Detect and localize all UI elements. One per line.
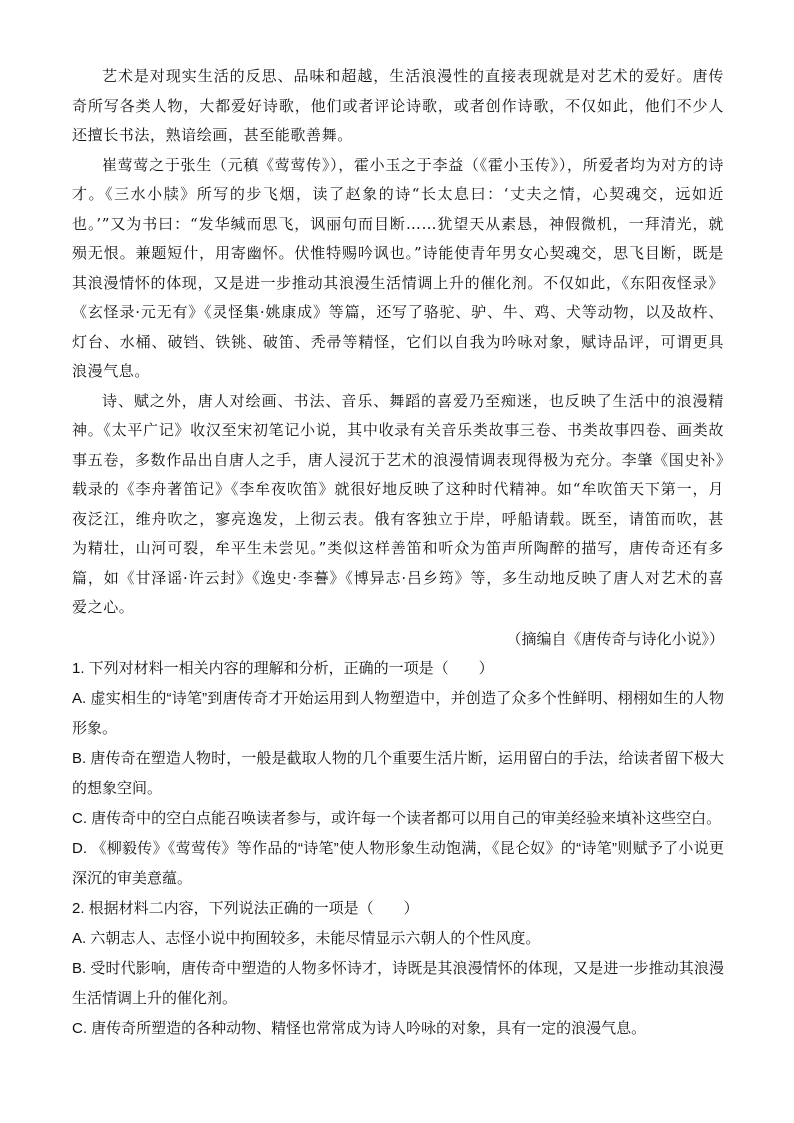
material-section bbox=[72, 62, 724, 654]
question-1 bbox=[72, 654, 724, 894]
material-paragraph: 诗、赋之外，唐人对绘画、书法、音乐、舞蹈的喜爱乃至痴迷，也反映了生活中的浪漫精神。《太平广记》收汉至宋初笔记小说，其中收录有关音乐类故事三卷、书类故事四卷、画类故事五卷，多数作品出自唐人之手，唐人浸沉于艺术的浪漫情调表现得极为充分。李肇《国史补》载录的《李舟著笛记》《李牟夜吹笛》就很好地反映了这种时代精神。如“牟吹笛天下第一，月夜泛江，维舟吹之，寥亮逸发，上彻云表。俄有客独立于岸，呼船请载。既至，请笛而吹，甚为精壮，山河可裂，牟平生未尝见。”类似这样善笛和听众为笛声所陶醉的描写，唐传奇还有多篇，如《甘泽谣·许云封》《逸史·李謩》《博异志·吕乡筠》等，多生动地反映了唐人对艺术的喜爱之心。 bbox=[72, 391, 724, 616]
question-2 bbox=[72, 894, 724, 1044]
option-a: A. 六朝志人、志怪小说中拘囿较多，未能尽情显示六朝人的个性风度。 bbox=[72, 930, 541, 947]
option-d: D. 《柳毅传》《莺莺传》等作品的“诗笔”使人物形象生动饱满，《昆仑奴》的“诗笔”则赋予了小说更深沉的审美意蕴。 bbox=[72, 840, 724, 887]
source-citation: （摘编自《唐传奇与诗化小说》） bbox=[506, 629, 724, 648]
option-c: C. 唐传奇中的空白点能召唤读者参与，或许每一个读者都可以用自己的审美经验来填补这些空白。 bbox=[72, 810, 722, 827]
question-stem: 2. 根据材料二内容，下列说法正确的一项是（ ） bbox=[72, 900, 419, 917]
material-paragraph: 崔莺莺之于张生（元稹《莺莺传》），霍小玉之于李益（《霍小玉传》），所爱者均为对方的诗才。《三水小牍》所写的步飞烟，读了赵象的诗“长太息曰：‘丈夫之情，心契魂交，远如近也。’”又为书曰：“发华缄而思飞，讽丽句而目断……犹望天从素恳，神假微机，一拜清光，就殒无恨。兼题短什，用寄幽怀。伏惟特赐吟讽也。”诗能使青年男女心契魂交，思飞目断，既是其浪漫情怀的体现，又是进一步推动其浪漫生活情调上升的催化剂。不仅如此，《东阳夜怪录》《玄怪录·元无有》《灵怪集·姚康成》等篇，还写了骆驼、驴、牛、鸡、犬等动物，以及故杵、灯台、水桶、破铛、铁铫、破笛、秃帚等精怪，它们以自我为吟咏对象，赋诗品评，可谓更具浪漫气息。 bbox=[72, 155, 724, 380]
option-b: B. 受时代影响，唐传奇中塑造的人物多怀诗才，诗既是其浪漫情怀的体现，又是进一步推动其浪漫生活情调上升的催化剂。 bbox=[72, 960, 724, 1007]
document-page bbox=[72, 62, 724, 1044]
question-stem: 1. 下列对材料一相关内容的理解和分析，正确的一项是（ ） bbox=[72, 660, 494, 677]
material-paragraph: 艺术是对现实生活的反思、品味和超越，生活浪漫性的直接表现就是对艺术的爱好。唐传奇所写各类人物，大都爱好诗歌，他们或者评论诗歌，或者创作诗歌，不仅如此，他们不少人还擅长书法，熟谙绘画，甚至能歌善舞。 bbox=[72, 67, 724, 144]
option-b: B. 唐传奇在塑造人物时，一般是截取人物的几个重要生活片断，运用留白的手法，给读者留下极大的想象空间。 bbox=[72, 750, 724, 797]
questions-section bbox=[72, 654, 724, 1044]
option-c: C. 唐传奇所塑造的各种动物、精怪也常常成为诗人吟咏的对象，具有一定的浪漫气息。 bbox=[72, 1020, 647, 1037]
option-a: A. 虚实相生的“诗笔”到唐传奇才开始运用到人物塑造中，并创造了众多个性鲜明、栩栩如生的人物形象。 bbox=[72, 690, 724, 737]
